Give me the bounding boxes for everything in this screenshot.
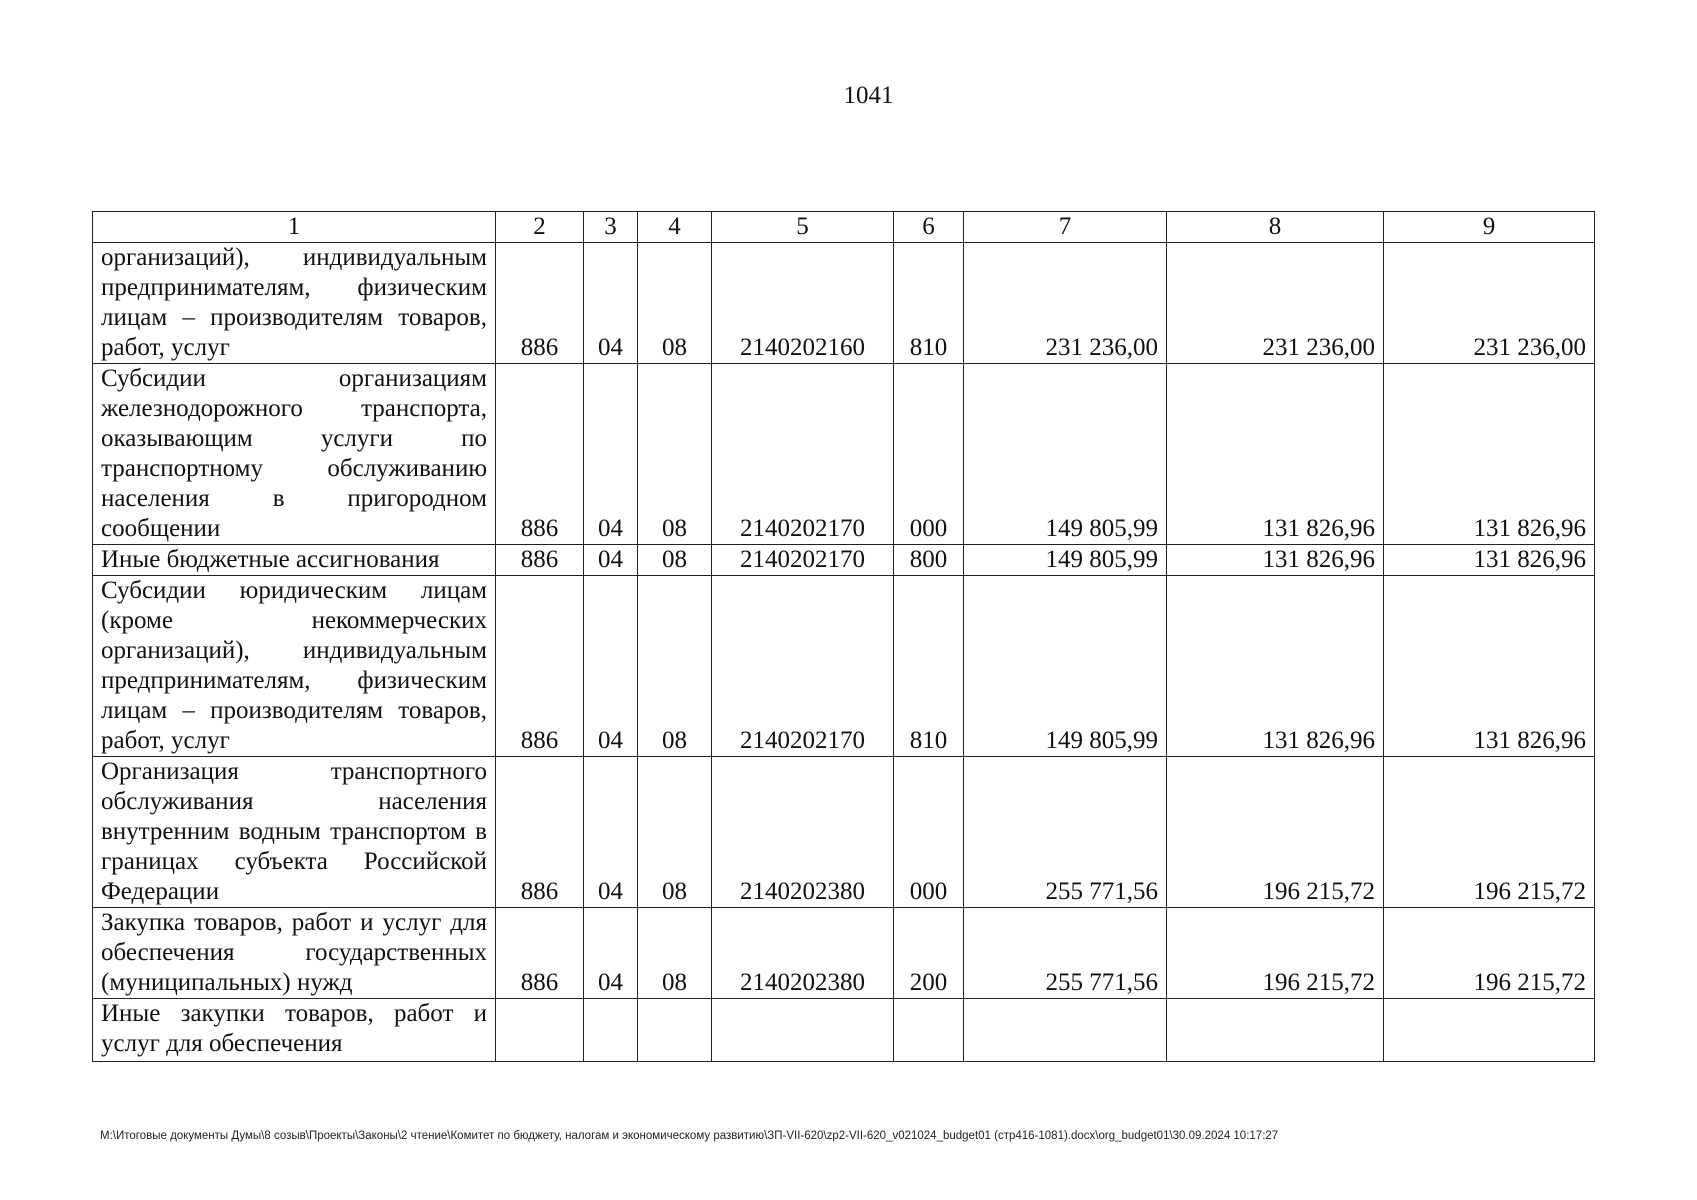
- row-description: Закупка товаров, работ и услуг для обеспечения государственных (муниципальных) нужд: [93, 908, 496, 999]
- target-article-code: 2140202380: [712, 908, 894, 999]
- amount-col8: 131 826,96: [1167, 364, 1384, 545]
- page-number: 1041: [843, 82, 894, 109]
- ministry-code: 886: [496, 243, 584, 364]
- amount-col7: 149 805,99: [964, 364, 1167, 545]
- amount-col8: 131 826,96: [1167, 545, 1384, 576]
- amount-col8: 196 215,72: [1167, 757, 1384, 908]
- table-row: [93, 757, 1595, 908]
- section-code: 04: [584, 243, 638, 364]
- target-article-code: 2140202160: [712, 243, 894, 364]
- column-header: 1: [93, 212, 496, 243]
- subsection-code: 08: [638, 364, 712, 545]
- section-code: 04: [584, 576, 638, 757]
- amount-col7: 149 805,99: [964, 545, 1167, 576]
- amount-col7: 255 771,56: [964, 757, 1167, 908]
- expense-type-code: 800: [894, 545, 964, 576]
- column-header: 2: [496, 212, 584, 243]
- amount-col9: 231 236,00: [1384, 243, 1595, 364]
- table-row: [93, 576, 1595, 757]
- amount-col7: 255 771,56: [964, 908, 1167, 999]
- subsection-code: 08: [638, 757, 712, 908]
- row-description: Иные закупки товаров, работ и услуг для обеспечения: [93, 999, 496, 1062]
- column-header: 8: [1167, 212, 1384, 243]
- amount-col7: 149 805,99: [964, 576, 1167, 757]
- amount-col8: 231 236,00: [1167, 243, 1384, 364]
- row-description: Субсидии юридическим лицам (кроме некоммерческих организаций), индивидуальным предпринимателям, физическим лицам – производителям товаров, работ, услуг: [93, 576, 496, 757]
- subsection-code: 08: [638, 545, 712, 576]
- row-description: Организация транспортного обслуживания населения внутренним водным транспортом в границах субъекта Российской Федерации: [93, 757, 496, 908]
- amount-col8: [1167, 999, 1384, 1062]
- column-header: 4: [638, 212, 712, 243]
- expense-type-code: 810: [894, 243, 964, 364]
- row-description: Иные бюджетные ассигнования: [93, 545, 496, 576]
- expense-type-code: 000: [894, 364, 964, 545]
- amount-col7: 231 236,00: [964, 243, 1167, 364]
- column-header: 3: [584, 212, 638, 243]
- ministry-code: 886: [496, 908, 584, 999]
- section-code: [584, 999, 638, 1062]
- table-row: [93, 999, 1595, 1062]
- ministry-code: 886: [496, 364, 584, 545]
- table-header-row: [93, 212, 1595, 243]
- ministry-code: 886: [496, 576, 584, 757]
- table-row: [93, 545, 1595, 576]
- amount-col9: 131 826,96: [1384, 364, 1595, 545]
- table-row: [93, 243, 1595, 364]
- amount-col8: 196 215,72: [1167, 908, 1384, 999]
- row-description: организаций), индивидуальным предпринимателям, физическим лицам – производителям товаров, работ, услуг: [93, 243, 496, 364]
- amount-col9: [1384, 999, 1595, 1062]
- amount-col9: 196 215,72: [1384, 757, 1595, 908]
- budget-table: [92, 211, 1595, 1062]
- table-row: [93, 908, 1595, 999]
- section-code: 04: [584, 908, 638, 999]
- target-article-code: 2140202170: [712, 576, 894, 757]
- amount-col9: 131 826,96: [1384, 576, 1595, 757]
- table-row: [93, 364, 1595, 545]
- section-code: 04: [584, 364, 638, 545]
- section-code: 04: [584, 545, 638, 576]
- target-article-code: [712, 999, 894, 1062]
- target-article-code: 2140202380: [712, 757, 894, 908]
- ministry-code: [496, 999, 584, 1062]
- subsection-code: [638, 999, 712, 1062]
- column-header: 9: [1384, 212, 1595, 243]
- expense-type-code: [894, 999, 964, 1062]
- subsection-code: 08: [638, 576, 712, 757]
- amount-col9: 196 215,72: [1384, 908, 1595, 999]
- column-header: 6: [894, 212, 964, 243]
- target-article-code: 2140202170: [712, 545, 894, 576]
- subsection-code: 08: [638, 243, 712, 364]
- column-header: 5: [712, 212, 894, 243]
- target-article-code: 2140202170: [712, 364, 894, 545]
- amount-col9: 131 826,96: [1384, 545, 1595, 576]
- expense-type-code: 810: [894, 576, 964, 757]
- row-description: Субсидии организациям железнодорожного транспорта, оказывающим услуги по транспортному обслуживанию населения в пригородном сообщении: [93, 364, 496, 545]
- ministry-code: 886: [496, 545, 584, 576]
- subsection-code: 08: [638, 908, 712, 999]
- amount-col8: 131 826,96: [1167, 576, 1384, 757]
- expense-type-code: 000: [894, 757, 964, 908]
- ministry-code: 886: [496, 757, 584, 908]
- column-header: 7: [964, 212, 1167, 243]
- amount-col7: [964, 999, 1167, 1062]
- file-path-footer: М:\Итоговые документы Думы\8 созыв\Проекты\Законы\2 чтение\Комитет по бюджету, налогам и экономическому развитию\ЗП-VII-620\zp2-VII-620_v021024_budget01 (стр416-1081).docx\org_budget01\30.09.2024 10:17:27: [100, 1130, 1279, 1142]
- section-code: 04: [584, 757, 638, 908]
- expense-type-code: 200: [894, 908, 964, 999]
